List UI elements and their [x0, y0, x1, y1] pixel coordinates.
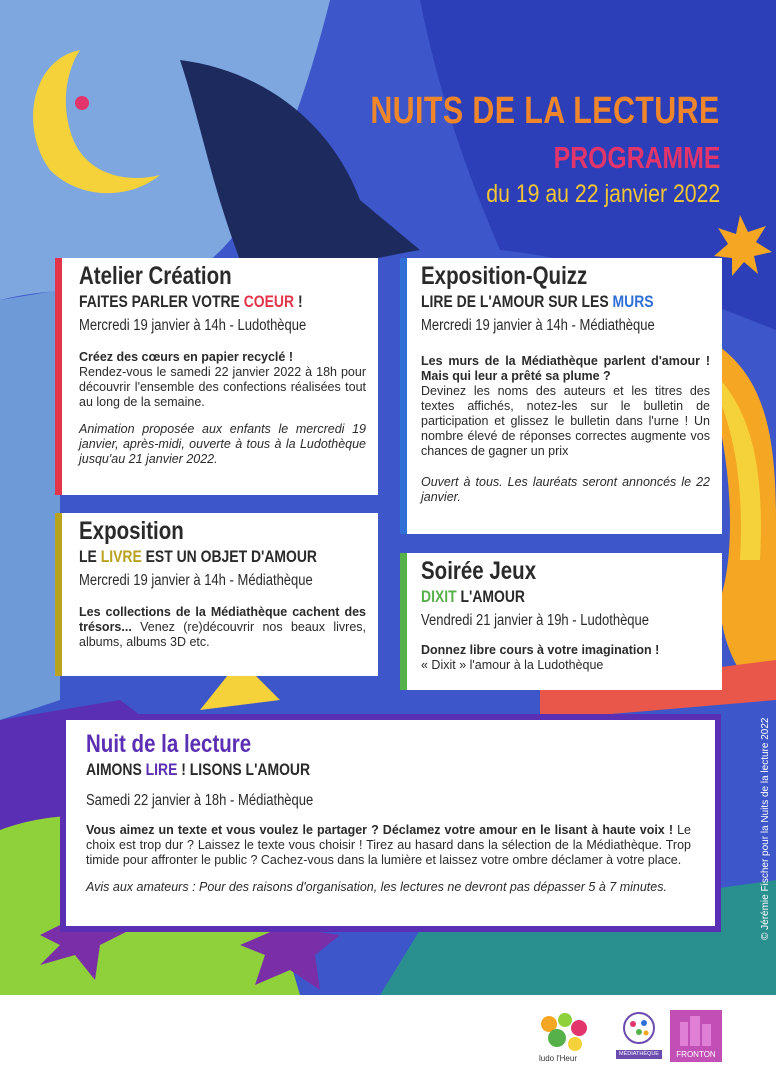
card-subtitle: [86, 759, 582, 780]
card-body-lead: Les collections de la Médiathèque cachent des trésors...: [79, 605, 366, 634]
page-dates: du 19 au 22 janvier 2022: [486, 180, 720, 208]
card-body-lead: Les murs de la Médiathèque parlent d'amour ! Mais qui leur a prêté sa plume ?: [421, 354, 710, 383]
page-title: NUITS DE LA LECTURE: [370, 90, 720, 132]
card-body-text: Rendez-vous le samedi 22 janvier 2022 à 18h pour découvrir l'ensemble des confections réalisées tout au long de la semaine.: [79, 365, 366, 409]
subtitle-text-end: ! LISONS L'AMOUR: [177, 760, 311, 779]
card-title: Exposition-Quizz: [421, 262, 588, 290]
card-accent-bar: [55, 258, 62, 495]
subtitle-text-end: EST UN OBJET D'AMOUR: [141, 547, 318, 566]
subtitle-text-end: L'AMOUR: [456, 587, 525, 606]
card-title: Atelier Création: [79, 262, 232, 290]
card-body-lead: Donnez libre cours à votre imagination !: [421, 643, 660, 657]
card-schedule: Mercredi 19 janvier à 14h - Ludothèque: [79, 317, 307, 334]
mediatheque-logo-label: MÉDIATHÈQUE: [616, 1050, 662, 1059]
card-note: Ouvert à tous. Les lauréats seront annoncés le 22 janvier.: [421, 475, 710, 504]
card-body: [79, 350, 366, 410]
page-subtitle: PROGRAMME: [553, 140, 720, 175]
card-exposition: [55, 513, 378, 676]
card-accent-bar: [55, 513, 62, 676]
card-schedule: Mercredi 19 janvier à 14h - Médiathèque: [421, 317, 655, 334]
card-title: Soirée Jeux: [421, 557, 537, 585]
card-exposition-quizz: [400, 258, 722, 534]
ludotheque-logo-label: ludo l'Heur: [539, 1054, 577, 1063]
subtitle-highlight: LIRE: [145, 760, 178, 779]
card-accent-bar: [400, 258, 407, 534]
ludotheque-logo: [535, 1010, 595, 1070]
card-body: [79, 605, 366, 650]
partner-logos: [0, 1000, 776, 1089]
subtitle-text-end: !: [294, 292, 303, 311]
subtitle-highlight: MURS: [612, 292, 654, 311]
card-schedule: Vendredi 21 janvier à 19h - Ludothèque: [421, 612, 650, 629]
card-subtitle: [79, 291, 314, 312]
card-body: [421, 643, 710, 673]
card-schedule: Samedi 22 janvier à 18h - Médiathèque: [86, 792, 314, 809]
card-body-lead: Vous aimez un texte et vous voulez le partager ? Déclamez votre amour en le lisant à haute voix !: [86, 823, 673, 837]
card-body-text: Le choix est trop dur ? Laissez le texte vous choisir ! Tirez au hasard dans la sélection de la Médiathèque. Trop timide pour affronter le public ? Cachez-vous dans la lumière et laissez votre ombre déclamer à votre place.: [86, 823, 691, 867]
fronton-logo-art: [670, 1010, 722, 1050]
card-body: [421, 354, 710, 459]
subtitle-text: AIMONS: [86, 760, 146, 779]
card-nuit-de-la-lecture: [60, 714, 721, 932]
card-title: Nuit de la lecture: [86, 730, 252, 758]
card-body: [86, 823, 691, 868]
card-body-text: Venez (re)découvrir nos beaux livres, albums, albums 3D etc.: [79, 620, 366, 649]
artist-credit: © Jérémie Fischer pour la Nuits de la lecture 2022: [760, 717, 771, 940]
subtitle-highlight: COEUR: [243, 292, 295, 311]
card-accent-bar: [400, 553, 407, 690]
card-atelier-creation: [55, 258, 378, 495]
fronton-logo-label: FRONTON: [676, 1050, 716, 1059]
card-body-text: Devinez les noms des auteurs et les titres des textes affichés, notez-les sur le bulletin de participation et glissez le bulletin dans l'urne ! Un nombre élevé de réponses correctes augmente vos chances de gagner un prix: [421, 384, 710, 458]
card-subtitle: [79, 546, 318, 567]
card-note: Animation proposée aux enfants le mercredi 19 janvier, après-midi, ouverte à tous à la Ludothèque jusqu'au 21 janvier 2022.: [79, 422, 366, 466]
card-soiree-jeux: [400, 553, 722, 690]
subtitle-text: LIRE DE L'AMOUR SUR LES: [421, 292, 613, 311]
card-title: Exposition: [79, 517, 184, 545]
card-body-text: « Dixit » l'amour à la Ludothèque: [421, 658, 604, 672]
subtitle-text: LE: [79, 547, 101, 566]
card-body-lead: Créez des cœurs en papier recyclé !: [79, 350, 293, 364]
mediatheque-logo: [616, 1010, 662, 1062]
card-schedule: Mercredi 19 janvier à 14h - Médiathèque: [79, 572, 313, 589]
fronton-logo: [670, 1010, 722, 1062]
card-subtitle: [421, 291, 658, 312]
card-note: Avis aux amateurs : Pour des raisons d'organisation, les lectures ne devront pas dépasser 5 à 7 minutes.: [86, 880, 667, 894]
card-subtitle: [421, 586, 658, 607]
subtitle-text: FAITES PARLER VOTRE: [79, 292, 244, 311]
subtitle-highlight: LIVRE: [100, 547, 142, 566]
mediatheque-logo-art: [616, 1010, 662, 1050]
subtitle-highlight: DIXIT: [421, 587, 457, 606]
